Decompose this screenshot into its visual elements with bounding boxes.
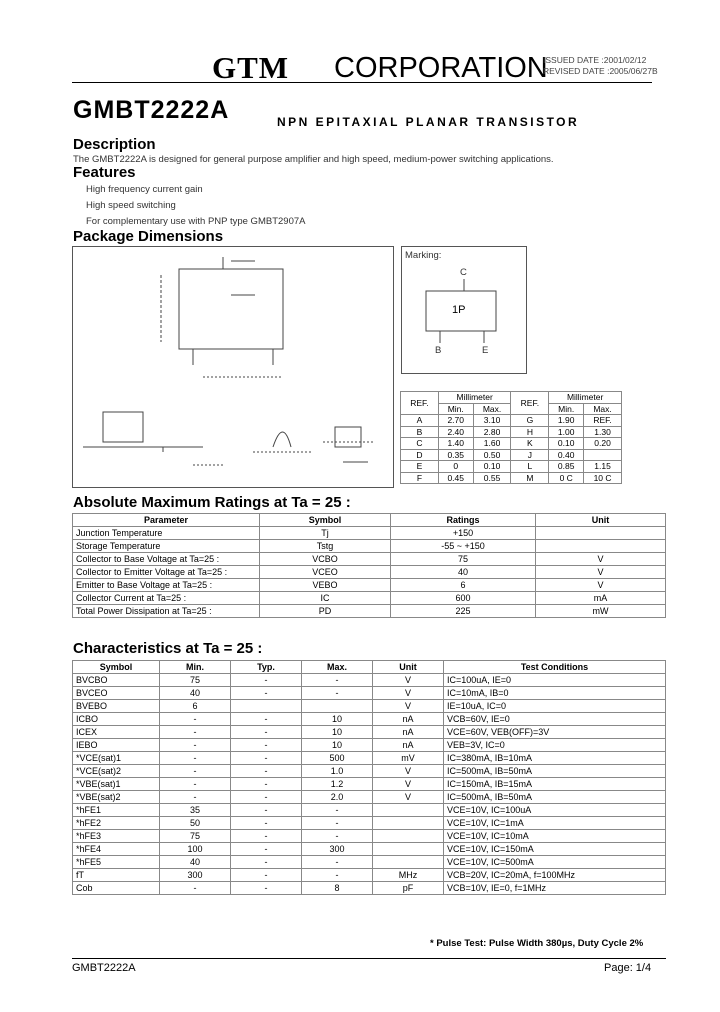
table-row bbox=[73, 778, 666, 791]
table-cell: IC=100uA, IE=0 bbox=[444, 674, 666, 687]
table-cell: MHz bbox=[373, 869, 444, 882]
table-cell: E bbox=[401, 461, 439, 473]
table-cell: 0.10 bbox=[549, 438, 584, 450]
table-cell: Collector to Emitter Voltage at Ta=25 : bbox=[73, 566, 260, 579]
table-row bbox=[73, 553, 666, 566]
col-typ: Typ. bbox=[231, 661, 302, 674]
table-header-row bbox=[73, 661, 666, 674]
col-unit: Unit bbox=[536, 514, 666, 527]
table-cell: 0.35 bbox=[438, 449, 473, 461]
table-cell: nA bbox=[373, 713, 444, 726]
table-cell: - bbox=[160, 726, 231, 739]
table-cell: 40 bbox=[391, 566, 536, 579]
footer-part: GMBT2222A bbox=[72, 962, 136, 974]
table-cell: 300 bbox=[160, 869, 231, 882]
col-ratings: Ratings bbox=[391, 514, 536, 527]
dimension-rows bbox=[401, 415, 622, 484]
characteristics-rows bbox=[73, 674, 666, 895]
table-cell: 2.40 bbox=[438, 426, 473, 438]
subtitle: NPN EPITAXIAL PLANAR TRANSISTOR bbox=[277, 115, 580, 129]
table-cell: Storage Temperature bbox=[73, 540, 260, 553]
table-cell: - bbox=[231, 713, 302, 726]
package-outline-drawing bbox=[73, 247, 393, 487]
table-row bbox=[73, 856, 666, 869]
table-cell: IC=150mA, IB=15mA bbox=[444, 778, 666, 791]
table-cell: L bbox=[511, 461, 549, 473]
table-cell bbox=[373, 817, 444, 830]
table-cell: J bbox=[511, 449, 549, 461]
table-cell: VEB=3V, IC=0 bbox=[444, 739, 666, 752]
table-cell: - bbox=[160, 791, 231, 804]
table-cell bbox=[536, 540, 666, 553]
marking-outline bbox=[422, 279, 512, 349]
dimension-row bbox=[401, 461, 622, 473]
table-cell: 500 bbox=[302, 752, 373, 765]
table-cell: -55 ~ +150 bbox=[391, 540, 536, 553]
table-cell: VCE=10V, IC=500mA bbox=[444, 856, 666, 869]
table-cell: G bbox=[511, 415, 549, 427]
table-cell: - bbox=[231, 674, 302, 687]
table-cell: 10 bbox=[302, 739, 373, 752]
table-cell: VCE=10V, IC=10mA bbox=[444, 830, 666, 843]
table-cell: - bbox=[231, 726, 302, 739]
table-cell bbox=[373, 843, 444, 856]
table-cell: +150 bbox=[391, 527, 536, 540]
table-row bbox=[73, 869, 666, 882]
header-rule bbox=[72, 82, 652, 83]
table-cell: - bbox=[231, 752, 302, 765]
table-cell: VCB=60V, IE=0 bbox=[444, 713, 666, 726]
table-cell: VCBO bbox=[260, 553, 391, 566]
table-row bbox=[73, 527, 666, 540]
table-row bbox=[73, 843, 666, 856]
table-cell: IC=10mA, IB=0 bbox=[444, 687, 666, 700]
table-cell: 225 bbox=[391, 605, 536, 618]
table-cell: VCB=20V, IC=20mA, f=100MHz bbox=[444, 869, 666, 882]
table-cell: 0.50 bbox=[473, 449, 511, 461]
marking-box bbox=[401, 246, 527, 374]
table-row bbox=[73, 579, 666, 592]
dim-sub: Min. bbox=[438, 403, 473, 415]
col-test-conditions: Test Conditions bbox=[444, 661, 666, 674]
table-row bbox=[73, 713, 666, 726]
table-cell: Total Power Dissipation at Ta=25 : bbox=[73, 605, 260, 618]
table-cell: 1.15 bbox=[584, 461, 622, 473]
dim-header-mm: Millimeter bbox=[438, 392, 511, 404]
table-cell: 75 bbox=[160, 674, 231, 687]
document-dates bbox=[543, 55, 658, 77]
table-cell: Junction Temperature bbox=[73, 527, 260, 540]
table-cell: - bbox=[231, 739, 302, 752]
table-row bbox=[73, 817, 666, 830]
table-cell: IC=500mA, IB=50mA bbox=[444, 765, 666, 778]
brand-logo: GTM bbox=[212, 50, 290, 85]
col-parameter: Parameter bbox=[73, 514, 260, 527]
table-cell: VCE=10V, IC=150mA bbox=[444, 843, 666, 856]
table-cell: V bbox=[536, 553, 666, 566]
table-cell: 600 bbox=[391, 592, 536, 605]
table-cell: Cob bbox=[73, 882, 160, 895]
table-cell: 0 C bbox=[549, 472, 584, 484]
table-cell: - bbox=[302, 856, 373, 869]
table-cell: - bbox=[231, 765, 302, 778]
feature-item: High speed switching bbox=[86, 200, 176, 211]
characteristics-heading: Characteristics at Ta = 25 : bbox=[73, 640, 263, 657]
table-cell: - bbox=[302, 804, 373, 817]
table-cell: - bbox=[231, 791, 302, 804]
table-cell: 10 bbox=[302, 726, 373, 739]
table-header-row bbox=[73, 514, 666, 527]
features-heading: Features bbox=[73, 164, 136, 181]
table-cell: V bbox=[373, 674, 444, 687]
part-number: GMBT2222A bbox=[73, 96, 230, 124]
dimension-row bbox=[401, 472, 622, 484]
table-cell: PD bbox=[260, 605, 391, 618]
table-cell: 40 bbox=[160, 687, 231, 700]
characteristics-table bbox=[72, 660, 666, 895]
table-cell: *VCE(sat)2 bbox=[73, 765, 160, 778]
table-cell: 0.10 bbox=[473, 461, 511, 473]
table-cell: VCE=10V, IC=100uA bbox=[444, 804, 666, 817]
col-max: Max. bbox=[302, 661, 373, 674]
footer-page: Page: 1/4 bbox=[604, 962, 652, 974]
table-cell: *VBE(sat)1 bbox=[73, 778, 160, 791]
table-cell: Collector Current at Ta=25 : bbox=[73, 592, 260, 605]
abs-max-table bbox=[72, 513, 666, 618]
table-cell: VCE=60V, VEB(OFF)=3V bbox=[444, 726, 666, 739]
table-cell: mW bbox=[536, 605, 666, 618]
table-row bbox=[73, 752, 666, 765]
table-cell: *hFE3 bbox=[73, 830, 160, 843]
table-cell: 75 bbox=[160, 830, 231, 843]
table-cell: *hFE1 bbox=[73, 804, 160, 817]
table-row bbox=[73, 687, 666, 700]
dim-header-ref: REF. bbox=[401, 392, 439, 415]
table-cell: K bbox=[511, 438, 549, 450]
table-cell: IC=500mA, IB=50mA bbox=[444, 791, 666, 804]
dimension-row bbox=[401, 426, 622, 438]
table-cell: 1.90 bbox=[549, 415, 584, 427]
table-row bbox=[73, 540, 666, 553]
table-cell: 2.0 bbox=[302, 791, 373, 804]
table-cell: Tj bbox=[260, 527, 391, 540]
table-cell: - bbox=[231, 869, 302, 882]
abs-max-heading: Absolute Maximum Ratings at Ta = 25 : bbox=[73, 494, 351, 511]
table-cell bbox=[373, 830, 444, 843]
table-cell: V bbox=[536, 579, 666, 592]
table-cell: D bbox=[401, 449, 439, 461]
table-cell: - bbox=[160, 765, 231, 778]
table-cell: - bbox=[160, 882, 231, 895]
table-cell: 1.60 bbox=[473, 438, 511, 450]
table-cell: VEBO bbox=[260, 579, 391, 592]
table-cell: - bbox=[302, 817, 373, 830]
table-cell: 75 bbox=[391, 553, 536, 566]
table-cell: 2.80 bbox=[473, 426, 511, 438]
table-cell: - bbox=[231, 882, 302, 895]
table-cell: 6 bbox=[160, 700, 231, 713]
table-cell: Collector to Base Voltage at Ta=25 : bbox=[73, 553, 260, 566]
dimension-row bbox=[401, 415, 622, 427]
table-cell: 40 bbox=[160, 856, 231, 869]
table-cell: nA bbox=[373, 726, 444, 739]
table-cell: V bbox=[373, 687, 444, 700]
table-cell: Emitter to Base Voltage at Ta=25 : bbox=[73, 579, 260, 592]
table-cell: 0.20 bbox=[584, 438, 622, 450]
package-drawing bbox=[72, 246, 394, 488]
description-heading: Description bbox=[73, 136, 156, 153]
table-cell: fT bbox=[73, 869, 160, 882]
table-cell: - bbox=[302, 830, 373, 843]
dim-sub: Max. bbox=[584, 403, 622, 415]
table-cell: 50 bbox=[160, 817, 231, 830]
table-cell: IE=10uA, IC=0 bbox=[444, 700, 666, 713]
table-cell bbox=[373, 856, 444, 869]
table-cell: V bbox=[373, 700, 444, 713]
package-heading: Package Dimensions bbox=[73, 228, 224, 245]
table-cell: 1.40 bbox=[438, 438, 473, 450]
table-cell: ICBO bbox=[73, 713, 160, 726]
table-cell bbox=[584, 449, 622, 461]
col-symbol: Symbol bbox=[260, 514, 391, 527]
marking-pin-e: E bbox=[482, 345, 489, 356]
table-cell: 1.00 bbox=[549, 426, 584, 438]
table-cell: - bbox=[160, 739, 231, 752]
marking-pin-c: C bbox=[460, 267, 467, 278]
table-cell: VCB=10V, IE=0, f=1MHz bbox=[444, 882, 666, 895]
table-cell: A bbox=[401, 415, 439, 427]
table-cell: 3.10 bbox=[473, 415, 511, 427]
dim-sub: Min. bbox=[549, 403, 584, 415]
dimension-row bbox=[401, 449, 622, 461]
table-cell: - bbox=[231, 830, 302, 843]
table-cell: V bbox=[373, 765, 444, 778]
table-cell: 2.70 bbox=[438, 415, 473, 427]
col-symbol: Symbol bbox=[73, 661, 160, 674]
table-header-row bbox=[401, 392, 622, 404]
table-cell: 8 bbox=[302, 882, 373, 895]
dim-sub: Max. bbox=[473, 403, 511, 415]
dimension-table bbox=[400, 391, 622, 484]
table-cell: B bbox=[401, 426, 439, 438]
table-cell bbox=[373, 804, 444, 817]
table-cell: 0.45 bbox=[438, 472, 473, 484]
abs-max-rows bbox=[73, 527, 666, 618]
table-cell: mA bbox=[536, 592, 666, 605]
table-row bbox=[73, 700, 666, 713]
footer-rule bbox=[72, 958, 666, 959]
table-cell: 0.40 bbox=[549, 449, 584, 461]
table-cell: BVCEO bbox=[73, 687, 160, 700]
table-cell bbox=[231, 700, 302, 713]
table-cell bbox=[536, 527, 666, 540]
dim-header-ref2: REF. bbox=[511, 392, 549, 415]
table-cell: V bbox=[373, 791, 444, 804]
feature-item: High frequency current gain bbox=[86, 184, 203, 195]
table-cell: - bbox=[302, 869, 373, 882]
table-cell: BVEBO bbox=[73, 700, 160, 713]
table-cell: VCEO bbox=[260, 566, 391, 579]
table-cell: - bbox=[231, 817, 302, 830]
pulse-test-note: * Pulse Test: Pulse Width 380µs, Duty Cycle 2% bbox=[430, 938, 644, 949]
table-row bbox=[73, 592, 666, 605]
table-cell bbox=[302, 700, 373, 713]
table-cell: 300 bbox=[302, 843, 373, 856]
table-cell: M bbox=[511, 472, 549, 484]
table-cell: IC bbox=[260, 592, 391, 605]
table-cell: C bbox=[401, 438, 439, 450]
marking-label: Marking: bbox=[405, 250, 442, 261]
table-cell: 0.55 bbox=[473, 472, 511, 484]
table-cell: *hFE5 bbox=[73, 856, 160, 869]
table-cell: V bbox=[536, 566, 666, 579]
table-cell: - bbox=[160, 778, 231, 791]
table-cell: mV bbox=[373, 752, 444, 765]
table-cell: Tstg bbox=[260, 540, 391, 553]
table-cell: 100 bbox=[160, 843, 231, 856]
table-cell: 1.30 bbox=[584, 426, 622, 438]
table-cell: *VCE(sat)1 bbox=[73, 752, 160, 765]
table-cell: - bbox=[160, 713, 231, 726]
table-cell: BVCBO bbox=[73, 674, 160, 687]
col-unit: Unit bbox=[373, 661, 444, 674]
table-cell: ICEX bbox=[73, 726, 160, 739]
revised-date: REVISED DATE :2005/06/27B bbox=[543, 66, 658, 76]
feature-item: For complementary use with PNP type GMBT2907A bbox=[86, 216, 306, 227]
table-row bbox=[73, 882, 666, 895]
table-cell: nA bbox=[373, 739, 444, 752]
table-cell: 10 bbox=[302, 713, 373, 726]
table-cell: - bbox=[302, 687, 373, 700]
table-cell: 35 bbox=[160, 804, 231, 817]
table-cell: 10 C bbox=[584, 472, 622, 484]
table-cell: 0.85 bbox=[549, 461, 584, 473]
table-cell: *hFE2 bbox=[73, 817, 160, 830]
dimension-row bbox=[401, 438, 622, 450]
table-row bbox=[73, 726, 666, 739]
table-cell: IC=380mA, IB=10mA bbox=[444, 752, 666, 765]
table-cell: - bbox=[231, 687, 302, 700]
table-cell: H bbox=[511, 426, 549, 438]
col-min: Min. bbox=[160, 661, 231, 674]
table-row bbox=[73, 830, 666, 843]
table-cell: V bbox=[373, 778, 444, 791]
issued-date: ISSUED DATE :2001/02/12 bbox=[543, 55, 647, 65]
description-text: The GMBT2222A is designed for general purpose amplifier and high speed, medium-power switching applications. bbox=[73, 154, 554, 165]
table-cell: - bbox=[231, 843, 302, 856]
table-cell: VCE=10V, IC=1mA bbox=[444, 817, 666, 830]
table-row bbox=[73, 605, 666, 618]
dim-header-mm2: Millimeter bbox=[549, 392, 622, 404]
table-row bbox=[73, 739, 666, 752]
corporation-title: CORPORATION bbox=[334, 52, 548, 84]
table-row bbox=[73, 791, 666, 804]
table-cell: - bbox=[231, 804, 302, 817]
table-cell: - bbox=[160, 752, 231, 765]
table-row bbox=[73, 674, 666, 687]
table-cell: 6 bbox=[391, 579, 536, 592]
table-cell: IEBO bbox=[73, 739, 160, 752]
table-cell: - bbox=[231, 778, 302, 791]
table-cell: F bbox=[401, 472, 439, 484]
table-cell: REF. bbox=[584, 415, 622, 427]
table-row bbox=[73, 804, 666, 817]
table-cell: - bbox=[302, 674, 373, 687]
marking-code: 1P bbox=[452, 304, 466, 316]
table-cell: 1.0 bbox=[302, 765, 373, 778]
marking-pin-b: B bbox=[435, 345, 442, 356]
table-cell: pF bbox=[373, 882, 444, 895]
table-cell: 0 bbox=[438, 461, 473, 473]
table-cell: *VBE(sat)2 bbox=[73, 791, 160, 804]
table-row bbox=[73, 765, 666, 778]
table-row bbox=[73, 566, 666, 579]
table-cell: 1.2 bbox=[302, 778, 373, 791]
table-cell: *hFE4 bbox=[73, 843, 160, 856]
table-cell: - bbox=[231, 856, 302, 869]
